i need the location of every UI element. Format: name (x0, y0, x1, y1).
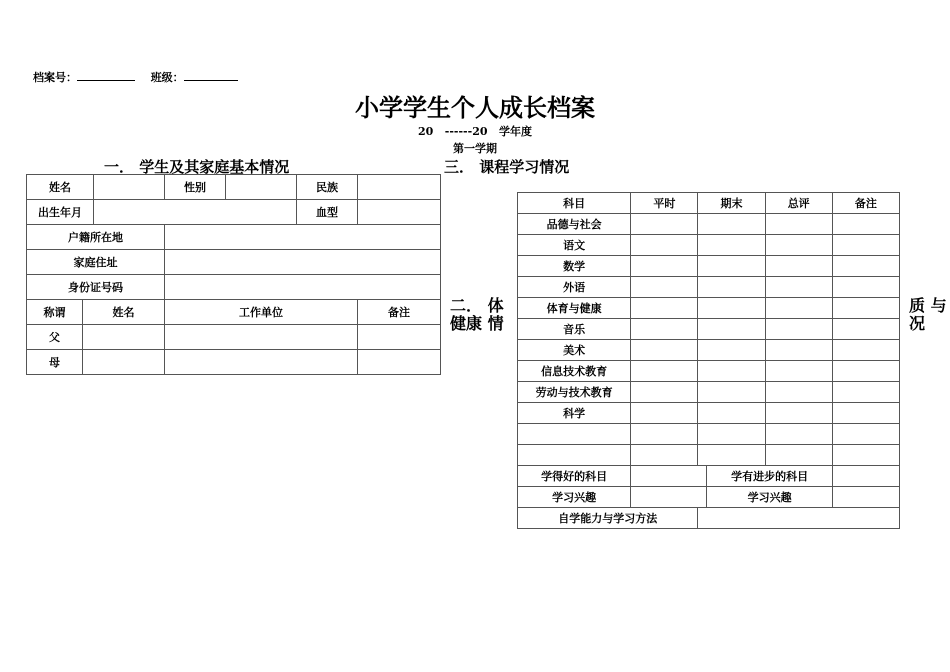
subject-rows (518, 214, 900, 466)
daily-score[interactable] (631, 277, 698, 298)
name-value[interactable] (94, 175, 165, 200)
overall-score[interactable] (765, 277, 832, 298)
subject-name: 劳动与技术教育 (518, 382, 631, 403)
final-score[interactable] (698, 235, 765, 256)
file-no-label: 档案号： (33, 71, 77, 84)
family-header-work: 工作单位 (165, 300, 358, 325)
final-score[interactable] (698, 361, 765, 382)
subject-note[interactable] (832, 403, 899, 424)
interest-value-2[interactable] (832, 487, 899, 508)
page-title: 小学学生个人成长档案 (355, 94, 595, 122)
course-header-subject: 科目 (518, 193, 631, 214)
subject-name: 美术 (518, 340, 631, 361)
course-table (517, 192, 900, 529)
daily-score[interactable] (631, 298, 698, 319)
improved-subjects-value[interactable] (832, 466, 899, 487)
subject-note[interactable] (832, 277, 899, 298)
year-suffix: 学年度 (499, 125, 532, 138)
daily-score[interactable] (631, 445, 698, 466)
birth-label: 出生年月 (27, 200, 94, 225)
overall-score[interactable] (765, 424, 832, 445)
interest-label-2: 学习兴趣 (707, 487, 832, 508)
ethnicity-value[interactable] (358, 175, 441, 200)
subject-note[interactable] (832, 361, 899, 382)
subject-row (518, 298, 900, 319)
final-score[interactable] (698, 424, 765, 445)
section2-title-right (909, 297, 947, 333)
final-score[interactable] (698, 382, 765, 403)
family-header-note: 备注 (358, 300, 441, 325)
father-label: 父 (27, 325, 83, 350)
address-value[interactable] (165, 250, 441, 275)
subject-name (518, 424, 631, 445)
file-info-line (33, 69, 238, 85)
subject-name: 语文 (518, 235, 631, 256)
subject-note[interactable] (832, 319, 899, 340)
family-header-name: 姓名 (83, 300, 165, 325)
daily-score[interactable] (631, 214, 698, 235)
daily-score[interactable] (631, 319, 698, 340)
overall-score[interactable] (765, 403, 832, 424)
id-number-value[interactable] (165, 275, 441, 300)
mother-work[interactable] (165, 350, 358, 375)
section2-line2: 健康 情 (450, 314, 504, 333)
daily-score[interactable] (631, 235, 698, 256)
family-header-relation: 称谓 (27, 300, 83, 325)
course-header-note: 备注 (832, 193, 899, 214)
overall-score[interactable] (765, 319, 832, 340)
subject-row (518, 256, 900, 277)
subject-note[interactable] (832, 340, 899, 361)
overall-score[interactable] (765, 235, 832, 256)
subject-note[interactable] (832, 424, 899, 445)
subject-row (518, 403, 900, 424)
subject-name: 外语 (518, 277, 631, 298)
mother-name[interactable] (83, 350, 165, 375)
subject-note[interactable] (832, 382, 899, 403)
subject-name: 音乐 (518, 319, 631, 340)
daily-score[interactable] (631, 340, 698, 361)
subject-row (518, 382, 900, 403)
father-work[interactable] (165, 325, 358, 350)
daily-score[interactable] (631, 361, 698, 382)
overall-score[interactable] (765, 445, 832, 466)
subject-row (518, 235, 900, 256)
final-score[interactable] (698, 214, 765, 235)
daily-score[interactable] (631, 256, 698, 277)
overall-score[interactable] (765, 214, 832, 235)
section3-title: 三． 课程学习情况 (444, 158, 570, 176)
course-header-daily: 平时 (631, 193, 698, 214)
final-score[interactable] (698, 277, 765, 298)
section2-right1: 质 与 (909, 296, 947, 315)
section1-title: 一． 学生及其家庭基本情况 (104, 158, 290, 176)
good-subjects-label: 学得好的科目 (518, 466, 631, 487)
subject-row (518, 445, 900, 466)
section2-title (450, 297, 504, 333)
overall-score[interactable] (765, 256, 832, 277)
ethnicity-label: 民族 (297, 175, 358, 200)
year-start: 20 (417, 125, 434, 138)
father-note[interactable] (358, 325, 441, 350)
final-score[interactable] (698, 256, 765, 277)
subject-name: 体育与健康 (518, 298, 631, 319)
subject-name: 科学 (518, 403, 631, 424)
daily-score[interactable] (631, 403, 698, 424)
subject-name: 信息技术教育 (518, 361, 631, 382)
subject-note[interactable] (832, 214, 899, 235)
course-header-final: 期末 (698, 193, 765, 214)
subject-row (518, 277, 900, 298)
final-score[interactable] (698, 319, 765, 340)
overall-score[interactable] (765, 382, 832, 403)
year-mid: ------20 (444, 125, 488, 138)
gender-value[interactable] (226, 175, 297, 200)
interest-value-1[interactable] (631, 487, 707, 508)
birth-value[interactable] (94, 200, 297, 225)
id-number-label: 身份证号码 (27, 275, 165, 300)
subject-note[interactable] (832, 235, 899, 256)
school-year-line (0, 123, 950, 139)
subject-name: 数学 (518, 256, 631, 277)
subject-row (518, 361, 900, 382)
subject-name: 品德与社会 (518, 214, 631, 235)
father-name[interactable] (83, 325, 165, 350)
gender-label: 性别 (165, 175, 226, 200)
final-score[interactable] (698, 403, 765, 424)
daily-score[interactable] (631, 424, 698, 445)
subject-row (518, 424, 900, 445)
interest-label-1: 学习兴趣 (518, 487, 631, 508)
semester-label: 第一学期 (453, 142, 497, 155)
overall-score[interactable] (765, 340, 832, 361)
mother-note[interactable] (358, 350, 441, 375)
overall-score[interactable] (765, 298, 832, 319)
self-study-label: 自学能力与学习方法 (518, 508, 698, 529)
final-score[interactable] (698, 445, 765, 466)
basic-info-table (26, 174, 441, 375)
daily-score[interactable] (631, 382, 698, 403)
improved-subjects-label: 学有进步的科目 (707, 466, 832, 487)
course-header-overall: 总评 (765, 193, 832, 214)
subject-note[interactable] (832, 445, 899, 466)
subject-name (518, 445, 631, 466)
subject-note[interactable] (832, 256, 899, 277)
final-score[interactable] (698, 298, 765, 319)
subject-row (518, 319, 900, 340)
address-label: 家庭住址 (27, 250, 165, 275)
blood-value[interactable] (358, 200, 441, 225)
class-blank[interactable] (184, 70, 238, 81)
overall-score[interactable] (765, 361, 832, 382)
subject-row (518, 214, 900, 235)
file-no-blank[interactable] (77, 70, 135, 81)
class-label: 班级： (150, 71, 184, 84)
good-subjects-value[interactable] (631, 466, 707, 487)
household-value[interactable] (165, 225, 441, 250)
self-study-value[interactable] (698, 508, 900, 529)
name-label: 姓名 (27, 175, 94, 200)
subject-row (518, 340, 900, 361)
subject-note[interactable] (832, 298, 899, 319)
section2-line1: 二． 体 (450, 296, 504, 315)
household-label: 户籍所在地 (27, 225, 165, 250)
section2-right2: 况 (909, 314, 926, 333)
mother-label: 母 (27, 350, 83, 375)
final-score[interactable] (698, 340, 765, 361)
blood-label: 血型 (297, 200, 358, 225)
